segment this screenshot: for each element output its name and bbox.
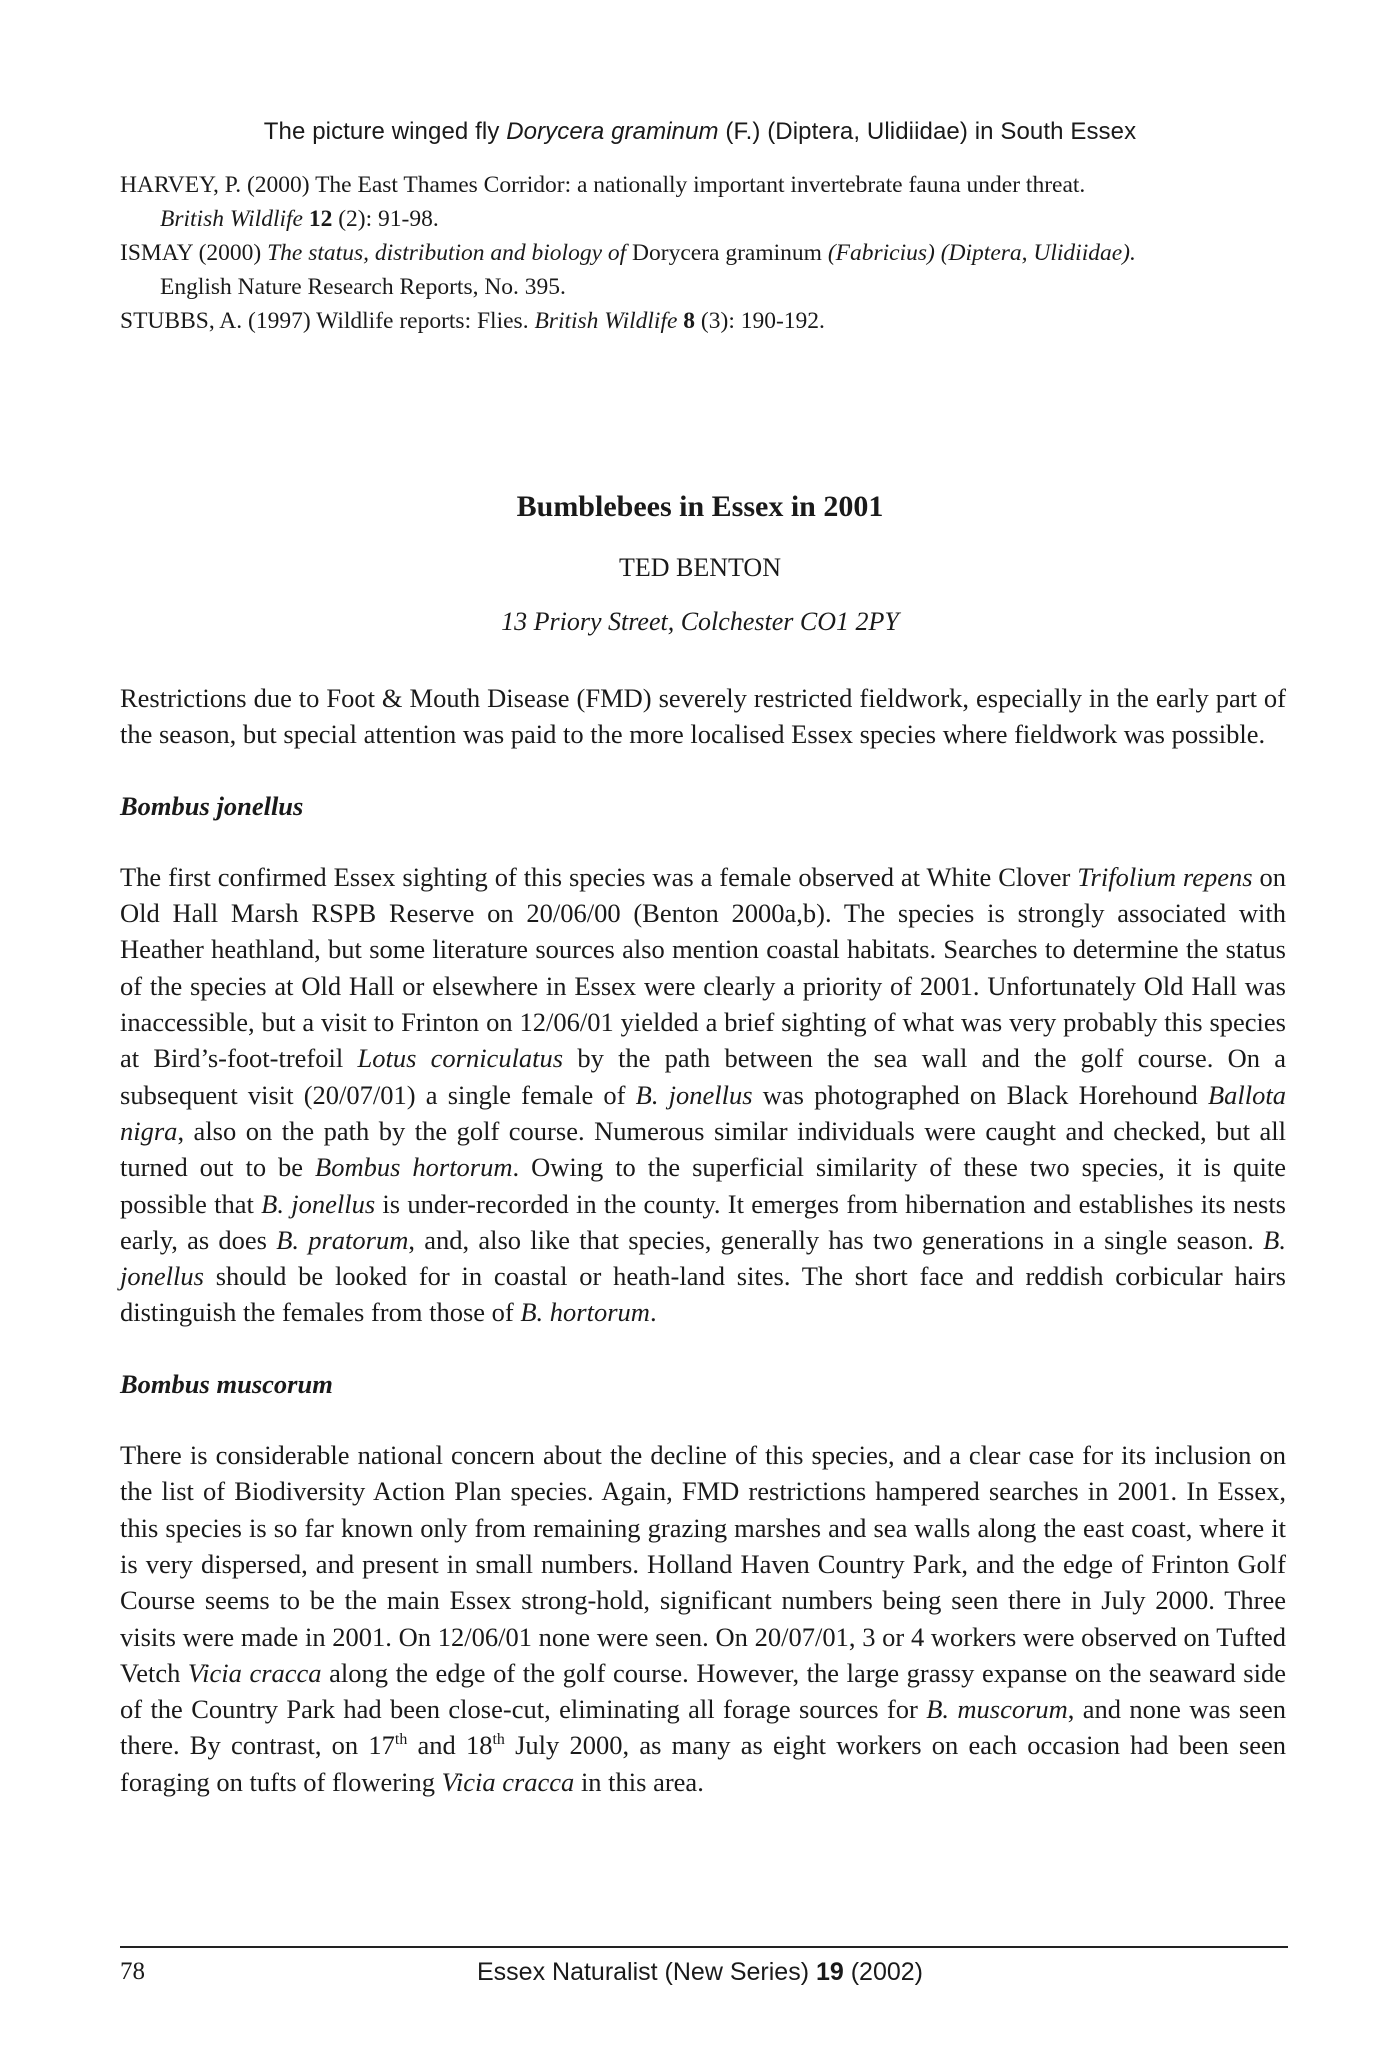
- running-head-species: Dorycera graminum: [506, 118, 719, 145]
- journal-name: Essex Naturalist (New Series): [476, 1958, 816, 1986]
- reference-journal: British Wildlife: [534, 308, 678, 334]
- reference-stubbs: [120, 304, 1290, 338]
- text-run: along the edge of the golf course. However, the large grassy expanse on the seaward side of the Country Park had been close-cut, eliminating all forage sources for: [120, 1657, 1286, 1725]
- reference-text: STUBBS, A. (1997) Wildlife reports: Flies.: [120, 308, 535, 334]
- reference-volume: 8: [683, 308, 696, 334]
- intro-paragraph: Restrictions due to Foot & Mouth Disease (FMD) severely restricted fieldwork, especially in the early part of the season, but special attention was paid to the more localised Essex species where fieldwork was possible.: [120, 683, 1286, 750]
- text-run: July 2000, as many as eight workers on each occasion had been seen foraging on tufts of flowering: [120, 1730, 1286, 1797]
- page-number: 78: [120, 1958, 145, 1985]
- text-run: , also on the path by the golf course. Numerous similar individuals were caught and checked, but all turned out to be: [120, 1115, 1286, 1183]
- text-run: and 18: [407, 1730, 493, 1761]
- reference-text: HARVEY, P. (2000) The East Thames Corridor: a nationally important invertebrate fauna under threat.: [120, 172, 1086, 198]
- running-head-suffix: (F.) (Diptera, Ulidiidae) in South Essex: [718, 118, 1137, 145]
- reference-list: [120, 168, 1290, 338]
- article-author: TED BENTON: [618, 553, 781, 582]
- species-name: Trifolium repens: [1077, 861, 1253, 892]
- text-run: should be looked for in coastal or heath-land sites. The short face and reddish corbicular hairs distinguish the females from those of: [120, 1261, 1286, 1328]
- reference-ismay: [120, 236, 1290, 304]
- running-head: [0, 118, 1400, 146]
- reference-title: The status, distribution and biology of: [267, 240, 633, 266]
- ordinal-suffix: th: [492, 1731, 505, 1749]
- running-head-text: The picture winged fly: [263, 118, 507, 145]
- reference-line: [120, 304, 1290, 338]
- reference-volume: 12: [308, 206, 333, 232]
- text-run: on Old Hall Marsh RSPB Reserve on 20/06/00 (Benton 2000a,b). The species is strongly associated with Heather heathland, but some literature sources also mention coastal habitats. Searches to determine the status of the species at Old Hall or elsewhere in Essex were clearly a priority of 2001. Unfortunately Old Hall was inaccessible, but a visit to Frinton on 12/06/01 yielded a brief sighting of what was very probably this species at Bird’s-foot-trefoil: [120, 861, 1287, 1074]
- text-run: , and none was seen there. By contrast, on 17: [120, 1694, 1286, 1761]
- text-run: in this area.: [574, 1766, 704, 1797]
- reference-journal: British Wildlife: [160, 206, 303, 232]
- reference-title-end: (Fabricius) (Diptera, Ulidiidae).: [821, 240, 1136, 266]
- reference-pages: (2): 91-98.: [332, 206, 439, 232]
- reference-line: [120, 236, 1290, 270]
- species-name: Lotus corniculatus: [357, 1043, 564, 1074]
- species-name: Vicia cracca: [187, 1657, 322, 1688]
- species-name: B. jonellus: [120, 1224, 1286, 1292]
- species-name: Bombus hortorum: [315, 1152, 513, 1183]
- reference-continuation: [120, 202, 1290, 236]
- species-name: B. pratorum: [276, 1224, 409, 1255]
- journal-footer: [0, 1958, 1400, 1987]
- ordinal-suffix: th: [394, 1731, 408, 1749]
- text-run: is under-recorded in the county. It emerges from hibernation and establishes its nests early, as does: [120, 1188, 1286, 1255]
- text-run: . Owing to the superficial similarity of these two species, it is quite possible that: [120, 1152, 1287, 1219]
- reference-author: ISMAY (2000): [120, 240, 268, 266]
- journal-volume: 19: [815, 1958, 844, 1986]
- section-heading-muscorum: Bombus muscorum: [120, 1368, 333, 1399]
- text-run: .: [649, 1297, 657, 1328]
- species-name: B. jonellus: [261, 1188, 376, 1219]
- author-address: 13 Priory Street, Colchester CO1 2PY: [501, 607, 899, 636]
- species-name: B. hortorum: [520, 1297, 650, 1328]
- reference-harvey: [120, 168, 1290, 236]
- text-run: was photographed on Black Horehound: [752, 1079, 1208, 1110]
- footer-rule: [120, 1946, 1288, 1948]
- article-title: Bumblebees in Essex in 2001: [516, 490, 884, 523]
- species-name: B. muscorum: [926, 1694, 1068, 1725]
- text-run: by the path between the sea wall and the golf course. On a subsequent visit (20/07/01) a single female of: [120, 1043, 1286, 1110]
- journal-year: (2002): [843, 1958, 923, 1986]
- reference-pages: (3): 190-192.: [695, 308, 825, 334]
- species-name: Ballota nigra: [120, 1079, 1286, 1146]
- section-heading-jonellus: Bombus jonellus: [120, 790, 304, 821]
- text-run: The first confirmed Essex sighting of this species was a female observed at White Clover: [120, 861, 1078, 892]
- text-run: There is considerable national concern about the decline of this species, and a clear case for its inclusion on the list of Biodiversity Action Plan species. Again, FMD restrictions hampered searches in 2001. In Essex, this species is so far known only from remaining grazing marshes and sea walls along the east coast, where it is very dispersed, and present in small numbers. Holland Haven Country Park, and the edge of Frinton Golf Course seems to be the main Essex strong-hold, significant numbers being seen there in July 2000. Three visits were made in 2001. On 12/06/01 none were seen. On 20/07/01, 3 or 4 workers were observed on Tufted Vetch: [120, 1440, 1286, 1688]
- reference-species: Dorycera graminum: [632, 240, 822, 266]
- article-body: [120, 680, 1286, 1800]
- paragraph-jonellus: [120, 859, 1286, 1331]
- text-run: , and, also like that species, generally has two generations in a single season.: [408, 1224, 1264, 1255]
- paragraph-muscorum: [120, 1437, 1286, 1800]
- species-name: B. jonellus: [635, 1079, 753, 1110]
- reference-continuation: English Nature Research Reports, No. 395.: [160, 274, 566, 300]
- species-name: Vicia cracca: [441, 1766, 575, 1797]
